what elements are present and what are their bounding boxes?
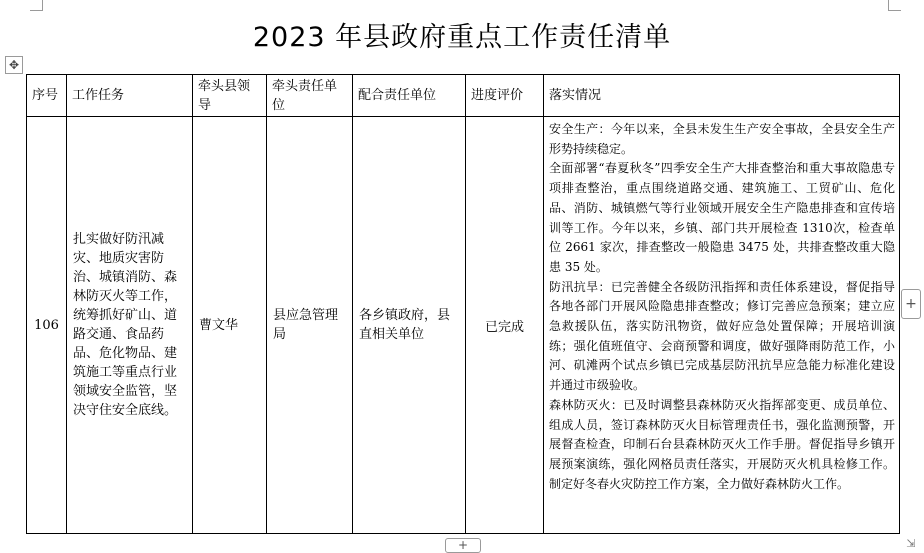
add-row-button[interactable]: [445, 538, 481, 553]
table-resize-handle-icon[interactable]: ⇲: [906, 537, 916, 550]
cell-status[interactable]: [544, 117, 900, 534]
header-task: 工作任务: [67, 75, 193, 117]
header-seq: 序号: [27, 75, 67, 117]
cell-coop-unit[interactable]: 各乡镇政府，县直相关单位: [353, 117, 466, 534]
table-header-row: [27, 75, 900, 117]
status-paragraph-forest-fire: 森林防灭火：已及时调整县森林防灭火指挥部变更、成员单位、组成人员，签订森林防灭火目标管理责任书，强化监测预警，开展督查检查，印制石台县森林防灭火工作手册。督促指导乡镇开展预案演练，强化网格员责任落实，开展防灭火机具检修工作。制定好冬春火灾防控工作方案，全力做好森林防火工作。: [549, 397, 895, 491]
cell-lead-unit[interactable]: 县应急管理局: [267, 117, 353, 534]
header-coop-unit: 配合责任单位: [353, 75, 466, 117]
table-move-handle-icon[interactable]: ✥: [5, 56, 23, 74]
plus-icon: +: [457, 538, 469, 552]
header-lead-unit: 牵头责任单位: [267, 75, 353, 117]
cell-task[interactable]: 扎实做好防汛减灾、地质灾害防治、城镇消防、森林防灭火等工作，统筹抓好矿山、道路交通、食品药品、危化物品、建筑施工等重点行业领域安全监管，坚决守住安全底线。: [67, 117, 193, 534]
header-leader: 牵头县领导: [193, 75, 267, 117]
page-corner-mark-left: [30, 0, 43, 11]
cell-progress[interactable]: 已完成: [466, 117, 544, 534]
plus-icon: +: [905, 296, 917, 312]
status-paragraph-safety: 安全生产：今年以来，全县未发生生产安全事故，全县安全生产形势持续稳定。: [549, 122, 895, 156]
header-status: 落实情况: [544, 75, 900, 117]
status-paragraph-flood: 防汛抗旱：已完善健全各级防汛指挥和责任体系建设，督促指导各地各部门开展风险隐患排查整改；修订完善应急预案；建立应急救援队伍，落实防汛物资，做好应急处置保障；开展培训演练；强化值班值守、会商预警和调度，做好强降雨防范工作，小河、矶滩两个试点乡镇已完成基层防汛抗旱应急能力标准化建设并通过市级验收。: [549, 279, 895, 393]
add-column-button[interactable]: [901, 289, 921, 319]
page-corner-mark-right: [888, 0, 901, 11]
table-row: [27, 117, 900, 534]
document-title: 2023 年县政府重点工作责任清单: [252, 22, 672, 53]
responsibility-table: [26, 74, 900, 534]
cell-leader[interactable]: 曹文华: [193, 117, 267, 534]
status-paragraph-inspection: 全面部署“春夏秋冬”四季安全生产大排查整治和重大事故隐患专项排查整治，重点围绕道路交通、建筑施工、工贸矿山、危化品、消防、城镇燃气等行业领域开展安全生产隐患排查和宣传培训等工作。今年以来，乡镇、部门共开展检查 1310次，检查单位 2661 家次，排查整改一般隐患 3475 处，共排查整改重大隐患 35 处。: [549, 161, 895, 274]
header-progress: 进度评价: [466, 75, 544, 117]
cell-seq[interactable]: 106: [27, 117, 67, 534]
